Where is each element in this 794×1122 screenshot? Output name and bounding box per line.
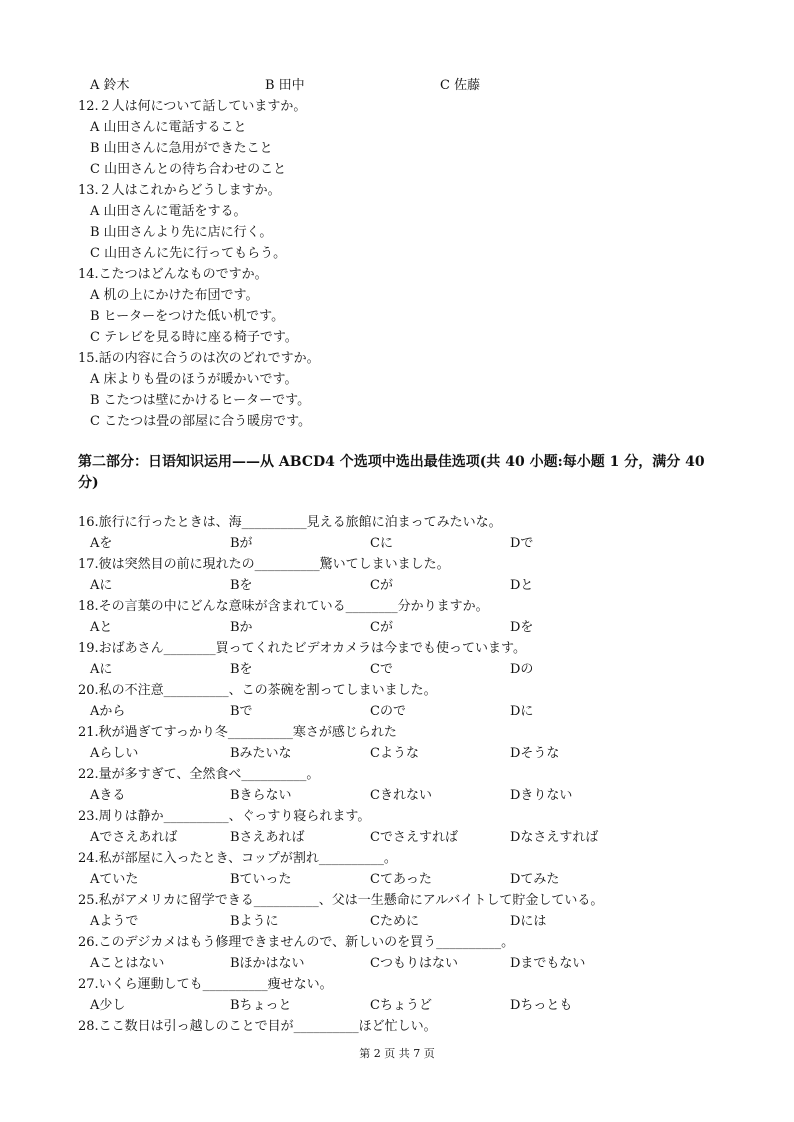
question-19: 19.おばあさん________買ってくれたビデオカメラは今までも使っています。 <box>78 641 526 656</box>
q18-option-a: Aと <box>90 620 113 635</box>
q11-option-a: A 鈴木 <box>90 78 130 93</box>
q19-option-b: Bを <box>230 662 253 677</box>
q15-option-c: C こたつは畳の部屋に合う暖房です。 <box>90 414 312 429</box>
q19-option-c: Cで <box>370 662 393 677</box>
q26-option-d: Dまでもない <box>510 956 586 971</box>
question-23: 23.周りは静か__________、ぐっすり寝られます。 <box>78 809 371 824</box>
question-27: 27.いくら運動しても__________痩せない。 <box>78 977 333 992</box>
q11-option-b: B 田中 <box>265 78 305 93</box>
q23-option-d: Dなさえすれば <box>510 830 599 845</box>
q19-option-d: Dの <box>510 662 534 677</box>
section-2-heading: 第二部分：日语知识运用——从 ABCD4 个选项中选出最佳选项(共 40 小题:每小题 1 分，满分 40 分) <box>78 454 705 491</box>
q20-option-d: Dに <box>510 704 534 719</box>
q12-option-c: C 山田さんとの待ち合わせのこと <box>90 162 287 177</box>
q27-option-d: Dちっとも <box>510 998 573 1013</box>
question-20: 20.私の不注意__________、この茶碗を割ってしまいました。 <box>78 683 437 698</box>
q12-option-a: A 山田さんに電話すること <box>90 120 247 135</box>
q21-option-d: Dそうな <box>510 746 560 761</box>
q19-option-a: Aに <box>90 662 113 677</box>
q14-option-a: A 机の上にかけた布団です。 <box>90 288 259 303</box>
q24-option-b: Bていった <box>230 872 292 887</box>
q26-option-a: Aことはない <box>90 956 165 971</box>
q17-option-d: Dと <box>510 578 534 593</box>
q12-option-b: B 山田さんに急用ができたこと <box>90 141 273 156</box>
q18-option-d: Dを <box>510 620 534 635</box>
q27-option-c: Cちょうど <box>370 998 432 1013</box>
question-16: 16.旅行に行ったときは、海__________見える旅館に泊まってみたいな。 <box>78 515 502 530</box>
q20-option-a: Aから <box>90 704 126 719</box>
q16-option-a: Aを <box>90 536 113 551</box>
q20-option-c: Cので <box>370 704 406 719</box>
q13-option-c: C 山田さんに先に行ってもらう。 <box>90 246 287 261</box>
q25-option-d: Dには <box>510 914 547 929</box>
question-18: 18.その言葉の中にどんな意味が含まれている________分かりますか。 <box>78 599 489 614</box>
q25-option-c: Cために <box>370 914 419 929</box>
q22-option-c: Cきれない <box>370 788 432 803</box>
q20-option-b: Bで <box>230 704 253 719</box>
question-13: 13.２人はこれからどうしますか。 <box>78 183 281 198</box>
question-14: 14.こたつはどんなものですか。 <box>78 267 268 282</box>
q25-option-a: Aようで <box>90 914 139 929</box>
q15-option-b: B こたつは壁にかけるヒーターです。 <box>90 393 311 408</box>
q15-option-a: A 床よりも畳のほうが暖かいです。 <box>90 372 298 387</box>
question-24: 24.私が部屋に入ったとき、コップが割れ__________。 <box>78 851 397 866</box>
q23-option-b: Bさえあれば <box>230 830 305 845</box>
q23-option-a: Aでさえあれば <box>90 830 178 845</box>
question-22: 22.量が多すぎて、全然食べ__________。 <box>78 767 320 782</box>
question-12: 12.２人は何について話していますか。 <box>78 99 307 114</box>
q17-option-b: Bを <box>230 578 253 593</box>
q16-option-b: Bが <box>230 536 253 551</box>
page-footer: 第 2 页 共 7 页 <box>359 1047 435 1060</box>
q11-option-c: C 佐藤 <box>440 78 481 93</box>
q17-option-c: Cが <box>370 578 393 593</box>
q22-option-d: Dきりない <box>510 788 573 803</box>
q13-option-a: A 山田さんに電話をする。 <box>90 204 247 219</box>
q22-option-a: Aきる <box>90 788 126 803</box>
q17-option-a: Aに <box>90 578 113 593</box>
q21-option-a: Aらしい <box>90 746 139 761</box>
question-21: 21.秋が過ぎてすっかり冬__________寒さが感じられた <box>78 725 397 740</box>
q14-option-c: C テレビを見る時に座る椅子です。 <box>90 330 298 345</box>
q16-option-c: Cに <box>370 536 393 551</box>
q18-option-c: Cが <box>370 620 393 635</box>
q25-option-b: Bように <box>230 914 279 929</box>
q14-option-b: B ヒーターをつけた低い机です。 <box>90 309 285 324</box>
q16-option-d: Dで <box>510 536 534 551</box>
q22-option-b: Bきらない <box>230 788 292 803</box>
q18-option-b: Bか <box>230 620 253 635</box>
question-15: 15.話の内容に合うのは次のどれですか。 <box>78 351 320 366</box>
q23-option-c: Cでさえすれば <box>370 830 458 845</box>
q24-option-c: Cてあった <box>370 872 432 887</box>
question-26: 26.このデジカメはもう修理できませんので、新しいのを買う__________。 <box>78 935 515 950</box>
question-17: 17.彼は突然目の前に現れたの__________驚いてしまいました。 <box>78 557 450 572</box>
q24-option-a: Aていた <box>90 872 139 887</box>
q24-option-d: Dてみた <box>510 872 560 887</box>
q21-option-c: Cような <box>370 746 419 761</box>
q26-option-c: Cつもりはない <box>370 956 458 971</box>
q21-option-b: Bみたいな <box>230 746 292 761</box>
question-25: 25.私がアメリカに留学できる__________、父は一生懸命にアルバイトして貯金している。 <box>78 893 604 908</box>
q26-option-b: Bほかはない <box>230 956 305 971</box>
question-28: 28.ここ数日は引っ越しのことで目が__________ほど忙しい。 <box>78 1019 437 1034</box>
q27-option-b: Bちょっと <box>230 998 292 1013</box>
q13-option-b: B 山田さんより先に店に行く。 <box>90 225 273 240</box>
q27-option-a: A少し <box>90 998 126 1013</box>
